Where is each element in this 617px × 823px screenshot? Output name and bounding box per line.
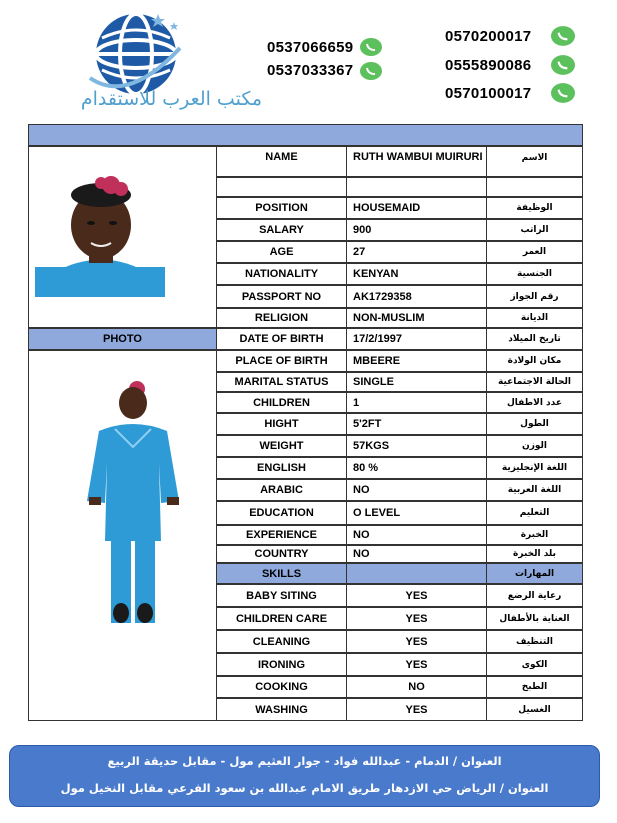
field-label-arabic: الطول bbox=[486, 413, 583, 435]
field-label: CHILDREN CARE bbox=[216, 607, 347, 630]
field-label: AGE bbox=[216, 241, 347, 263]
table-row bbox=[216, 308, 583, 328]
field-value: KENYAN bbox=[346, 263, 487, 285]
field-label-arabic: التنظيف bbox=[486, 630, 583, 653]
phone-number: 0570100017 bbox=[445, 85, 532, 102]
field-label-arabic: المهارات bbox=[486, 563, 583, 584]
table-row bbox=[216, 525, 583, 545]
field-label-arabic: مكان الولادة bbox=[486, 350, 583, 372]
table-row bbox=[216, 584, 583, 607]
field-label: CHILDREN bbox=[216, 392, 347, 413]
phone-number: 0537033367 bbox=[267, 62, 354, 79]
field-label: SKILLS bbox=[216, 563, 347, 584]
table-row bbox=[216, 435, 583, 457]
field-label-arabic: عدد الاطفال bbox=[486, 392, 583, 413]
field-label-arabic bbox=[486, 177, 583, 197]
whatsapp-icon bbox=[551, 82, 575, 104]
field-label: COOKING bbox=[216, 676, 347, 698]
field-value: YES bbox=[346, 630, 487, 653]
agency-name: مكتب العرب للاستقدام bbox=[80, 88, 262, 110]
field-label-arabic: العمر bbox=[486, 241, 583, 263]
field-label-arabic: الحالة الاجتماعية bbox=[486, 372, 583, 392]
field-label: WASHING bbox=[216, 698, 347, 721]
field-label: CLEANING bbox=[216, 630, 347, 653]
table-row bbox=[216, 457, 583, 479]
table-header-band bbox=[28, 124, 583, 146]
field-value: 17/2/1997 bbox=[346, 328, 487, 350]
field-value bbox=[346, 563, 487, 584]
field-label: EXPERIENCE bbox=[216, 525, 347, 545]
table-row bbox=[216, 392, 583, 413]
field-value: SINGLE bbox=[346, 372, 487, 392]
field-label: ARABIC bbox=[216, 479, 347, 501]
field-label: HIGHT bbox=[216, 413, 347, 435]
field-value: NO bbox=[346, 545, 487, 563]
table-row bbox=[216, 263, 583, 285]
field-label: PASSPORT NO bbox=[216, 285, 347, 308]
table-row bbox=[216, 146, 583, 177]
whatsapp-icon bbox=[551, 54, 575, 76]
field-label-arabic: الكوى bbox=[486, 653, 583, 676]
table-row bbox=[216, 698, 583, 721]
table-row bbox=[216, 328, 583, 350]
field-label-arabic: الخبرة bbox=[486, 525, 583, 545]
field-value: RUTH WAMBUI MUIRURI bbox=[346, 146, 487, 177]
field-label-arabic: الوزن bbox=[486, 435, 583, 457]
address-riyadh: العنوان / الرياض حي الازدهار طريق الامام عبدالله بن سعود الفرعي مقابل النخيل مول bbox=[60, 781, 549, 795]
table-row bbox=[216, 630, 583, 653]
field-value: HOUSEMAID bbox=[346, 197, 487, 219]
field-value: YES bbox=[346, 653, 487, 676]
field-label-arabic: اللغة العربية bbox=[486, 479, 583, 501]
field-value bbox=[346, 177, 487, 197]
field-label: EDUCATION bbox=[216, 501, 347, 525]
field-value: 1 bbox=[346, 392, 487, 413]
full-body-photo-cell bbox=[28, 350, 217, 721]
field-value: 57KGS bbox=[346, 435, 487, 457]
table-row bbox=[216, 350, 583, 372]
field-value: NO bbox=[346, 479, 487, 501]
field-label-arabic: بلد الخبرة bbox=[486, 545, 583, 563]
field-label-arabic: الوظيفة bbox=[486, 197, 583, 219]
phone-number: 0537066659 bbox=[267, 39, 354, 56]
field-label: COUNTRY bbox=[216, 545, 347, 563]
field-value: YES bbox=[346, 584, 487, 607]
field-label-arabic: الجنسية bbox=[486, 263, 583, 285]
table-row bbox=[216, 197, 583, 219]
field-label: IRONING bbox=[216, 653, 347, 676]
table-row bbox=[216, 285, 583, 308]
field-value: 5'2FT bbox=[346, 413, 487, 435]
field-label-arabic: التعليم bbox=[486, 501, 583, 525]
address-footer bbox=[9, 745, 600, 807]
table-row bbox=[216, 413, 583, 435]
table-row bbox=[216, 545, 583, 563]
field-label-arabic: الطبخ bbox=[486, 676, 583, 698]
photo-label: PHOTO bbox=[28, 328, 217, 350]
table-row bbox=[216, 219, 583, 241]
address-dammam: العنوان / الدمام - عبدالله فواد - جوار العثيم مول - مقابل حديقة الربيع bbox=[107, 754, 502, 768]
table-row bbox=[216, 177, 583, 197]
field-label: ENGLISH bbox=[216, 457, 347, 479]
field-value: YES bbox=[346, 698, 487, 721]
whatsapp-icon bbox=[551, 25, 575, 47]
field-label-arabic: الاسم bbox=[486, 146, 583, 177]
field-label: NAME bbox=[216, 146, 347, 177]
field-value: 900 bbox=[346, 219, 487, 241]
field-value: YES bbox=[346, 607, 487, 630]
portrait-photo bbox=[29, 147, 216, 327]
field-label-arabic: تاريخ الميلاد bbox=[486, 328, 583, 350]
phone-number: 0555890086 bbox=[445, 57, 532, 74]
table-row bbox=[216, 501, 583, 525]
whatsapp-icon bbox=[360, 38, 382, 56]
table-row bbox=[216, 676, 583, 698]
field-label-arabic: رقم الجواز bbox=[486, 285, 583, 308]
field-label-arabic: الديانة bbox=[486, 308, 583, 328]
field-label-arabic: رعاية الرضع bbox=[486, 584, 583, 607]
field-value: NO bbox=[346, 676, 487, 698]
table-row bbox=[216, 563, 583, 584]
field-value: MBEERE bbox=[346, 350, 487, 372]
field-value: O LEVEL bbox=[346, 501, 487, 525]
table-row bbox=[216, 241, 583, 263]
field-label-arabic: العناية بالأطفال bbox=[486, 607, 583, 630]
field-label: DATE OF BIRTH bbox=[216, 328, 347, 350]
field-label: MARITAL STATUS bbox=[216, 372, 347, 392]
field-label-arabic: اللغة الإنجليزية bbox=[486, 457, 583, 479]
field-label: POSITION bbox=[216, 197, 347, 219]
field-label: BABY SITING bbox=[216, 584, 347, 607]
table-row bbox=[216, 653, 583, 676]
field-value: NON-MUSLIM bbox=[346, 308, 487, 328]
full-body-photo bbox=[29, 351, 216, 720]
phone-number: 0570200017 bbox=[445, 28, 532, 45]
table-row bbox=[216, 607, 583, 630]
field-value: AK1729358 bbox=[346, 285, 487, 308]
field-label: RELIGION bbox=[216, 308, 347, 328]
whatsapp-icon bbox=[360, 62, 382, 80]
field-label bbox=[216, 177, 347, 197]
field-value: 27 bbox=[346, 241, 487, 263]
table-row bbox=[216, 372, 583, 392]
table-row bbox=[216, 479, 583, 501]
field-value: 80 % bbox=[346, 457, 487, 479]
field-label-arabic: الغسيل bbox=[486, 698, 583, 721]
field-label: SALARY bbox=[216, 219, 347, 241]
field-label: WEIGHT bbox=[216, 435, 347, 457]
field-value: NO bbox=[346, 525, 487, 545]
field-label: NATIONALITY bbox=[216, 263, 347, 285]
field-label: PLACE OF BIRTH bbox=[216, 350, 347, 372]
field-label-arabic: الراتب bbox=[486, 219, 583, 241]
portrait-photo-cell bbox=[28, 146, 217, 328]
